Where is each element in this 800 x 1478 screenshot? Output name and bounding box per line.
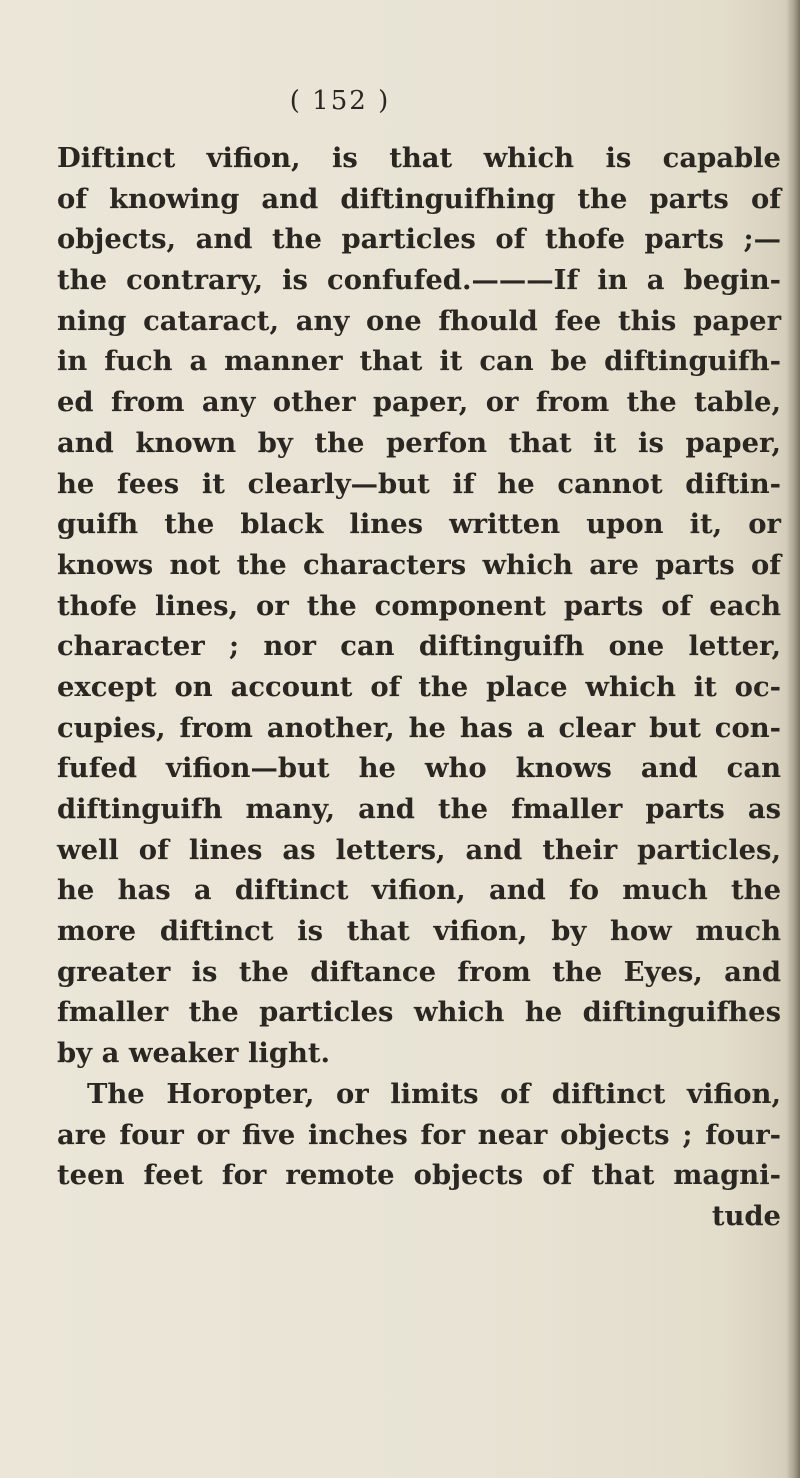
page-edge-shadow [786,0,800,1478]
text-line: diftinguifh many, and the fmaller parts as [57,793,781,825]
text-line: ning cataract, any one fhould fee this paper [57,304,781,337]
text-line: he has a diftinct vifion, and fo much the [57,874,781,907]
text-line: the contrary, is confufed.———If in a begin- [57,264,781,297]
text-line: of knowing and diftinguifhing the parts of [57,182,781,215]
text-line: are four or five inches for near objects ; four- [57,1118,781,1151]
text-line: fmaller the particles which he diftinguifhes [57,996,781,1029]
text-line: greater is the diftance from the Eyes, and [57,955,781,988]
text-line: ed from any other paper, or from the table, [57,386,781,419]
text-line: knows not the characters which are parts of [57,548,781,581]
catchword: tude [711,1199,781,1232]
body-text [57,138,781,1237]
text-line: The Horopter, or limits of diftinct vifion, [87,1077,781,1110]
text-line: guifh the black lines written upon it, or [57,508,781,541]
text-line: except on account of the place which it oc- [57,670,781,703]
text-line: he fees it clearly—but if he cannot diftin- [57,467,781,500]
text-line: more diftinct is that vifion, by how much [57,915,781,948]
text-line: character ; nor can diftinguifh one letter, [57,630,781,663]
text-line: objects, and the particles of thofe parts ;— [57,223,781,256]
text-line: teen feet for remote objects of that magni- [57,1159,781,1192]
page-number: ( 152 ) [289,86,391,116]
text-line: cupies, from another, he has a clear but con- [57,711,781,744]
text-line: thofe lines, or the component parts of each [57,589,781,622]
text-line: well of lines as letters, and their particles, [57,833,781,866]
text-line: Diftinct vifion, is that which is capable [57,142,781,174]
text-line: in fuch a manner that it can be diftinguifh- [57,345,781,378]
text-line: by a weaker light. [57,1037,331,1070]
text-line: and known by the perfon that it is paper, [57,426,781,459]
text-line: fufed vifion—but he who knows and can [57,752,781,785]
